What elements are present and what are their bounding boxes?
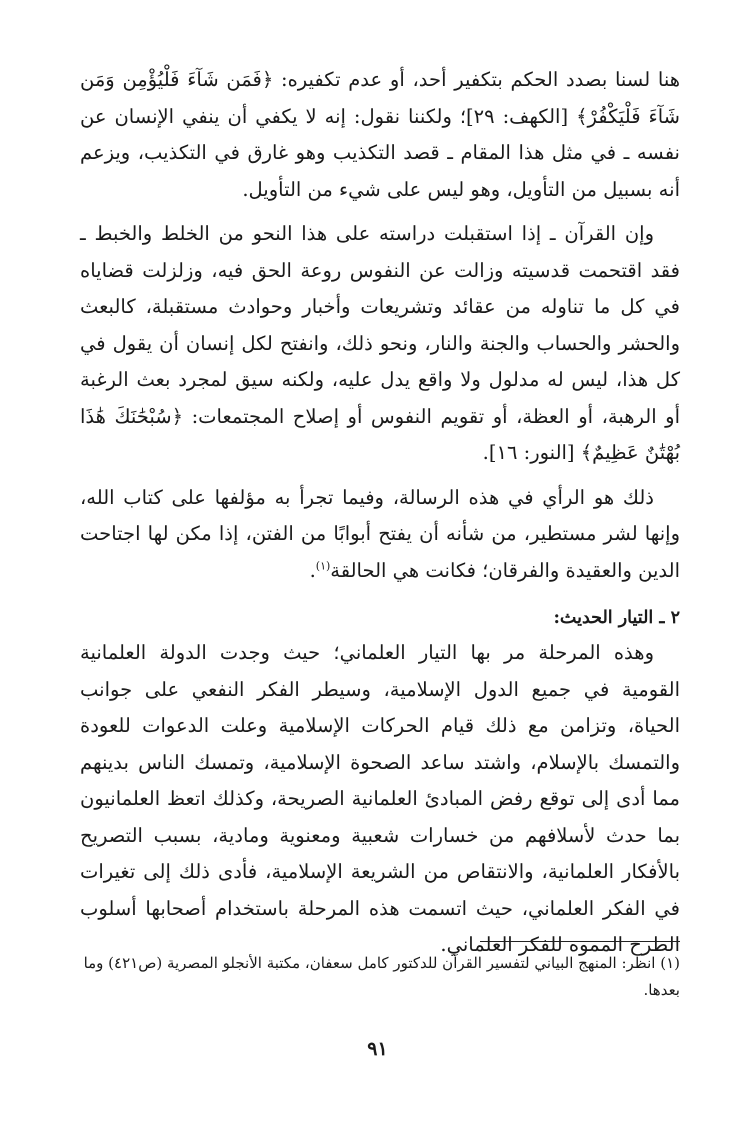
paragraph-3 [80,480,680,590]
paragraph-2: وإن القرآن ـ إذا استقبلت دراسته على هذا النحو من الخلط والخبط ـ فقد اقتحمت قدسيته وزالت عن النفوس روعة الحق فيه، وزلزلت قضاياه في كل ما تناوله من عقائد وتشريعات وأخبار وحوادث مستقبلة، كالبعث والحشر والحساب والجنة والنار، ونحو ذلك، وانفتح لكل إنسان أن يقول في كل هذا، ليس له مدلول ولا واقع يدل عليه، ولكنه سيق لمجرد بعث الرغبة أو الرهبة، أو العظة، أو تقويم النفوس أو إصلاح المجتمعات: ﴿سُبْحَٰنَكَ هَٰذَا بُهْتَٰنٌ عَظِيمٌ﴾ [النور: ١٦]. [80,222,680,464]
paragraph-3-text: ذلك هو الرأي في هذه الرسالة، وفيما تجرأ به مؤلفها على كتاب الله، وإنها لشر مستطير، من شأنه أن يفتح أبوابًا من الفتن، إذا مكن لها اجتاحت الدين والعقيدة والفرقان؛ فكانت هي الحالقة [80,485,680,582]
section-heading: ٢ ـ التيار الحديث: [553,608,680,628]
page-number: ٩١ [367,1038,388,1060]
footnote-separator [480,941,680,942]
page-body [80,62,680,964]
paragraph-1: هنا لسنا بصدد الحكم بتكفير أحد، أو عدم تكفيره: ﴿فَمَن شَآءَ فَلْيُؤْمِن وَمَن شَآءَ فَلْيَكْفُرْ﴾ [الكهف: ٢٩]؛ ولكننا نقول: إنه لا يكفي أن ينفي الإنسان عن نفسه ـ في مثل هذا المقام ـ قصد التكذيب وهو غارق في التكذيب، ويزعم أنه بسبيل من التأويل، وهو ليس على شيء من التأويل. [80,68,680,201]
paragraph-gap [80,472,680,480]
footnote-reference[interactable]: (١) [315,559,331,572]
footnote: (١) انظر: المنهج البياني لتفسير القرآن للدكتور كامل سعفان، مكتبة الأنجلو المصرية (ص٤٢١) وما بعدها. [83,954,680,999]
paragraph-gap [80,208,680,216]
paragraph-3-tail: . [309,558,316,582]
paragraph-gap [80,589,680,597]
paragraph-4: وهذه المرحلة مر بها التيار العلماني؛ حيث وجدت الدولة العلمانية القومية في جميع الدول الإسلامية، وسيطر الفكر النفعي على جوانب الحياة، وتزامن مع ذلك قيام الحركات الإسلامية وعلت الدعوات للعودة والتمسك بالإسلام، واشتد ساعد الصحوة الإسلامية، وتمسك الناس بدينهم مما أدى إلى توقع رفض المبادئ العلمانية الصريحة، وكذلك اتعظ العلمانيون بما حدث لأسلافهم من خسارات شعبية ومعنوية ومادية، بسبب التصريح بالأفكار العلمانية، والانتقاص من الشريعة الإسلامية، فأدى ذلك إلى تغيرات في الفكر العلماني، حيث اتسمت هذه المرحلة باستخدام أصحابها أسلوب الطرح المموه للفكر العلماني. [80,641,680,956]
